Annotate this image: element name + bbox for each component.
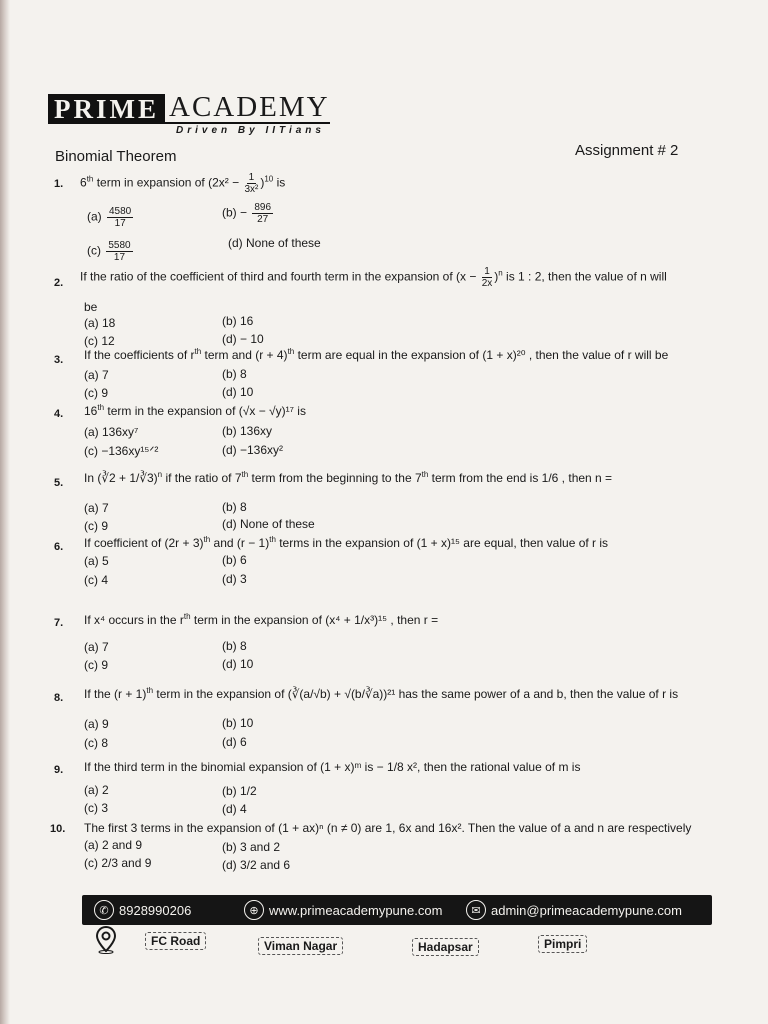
question-2-continuation: be (84, 300, 98, 314)
logo-academy-text: ACADEMY (165, 92, 330, 124)
option-c: (c) $\frac{5580}{17}$ (87, 240, 131, 263)
website-url: www.primeacademypune.com (269, 902, 443, 918)
question-number: 6. (54, 541, 64, 553)
option-a: (a) 9 (84, 717, 109, 731)
question-4-text: 16th term in the expansion of (√x − √y)¹⁷ is (84, 403, 306, 418)
location-fc-road: FC Road (145, 932, 206, 950)
location-pin-icon (96, 926, 116, 954)
option-d: (d) 6 (222, 735, 247, 749)
option-c: (c) 8 (84, 736, 108, 750)
prime-academy-logo (48, 91, 330, 136)
option-d: (d) 4 (222, 802, 247, 816)
option-b: (b) 8 (222, 500, 247, 514)
question-number: 9. (54, 764, 64, 776)
option-d: (d) 10 (222, 385, 254, 399)
question-9-text: If the third term in the binomial expansion of (1 + x)ᵐ is − 1/8 x², then the rational value of m is (84, 760, 581, 774)
option-d: (d) None of these (228, 236, 321, 250)
question-7-text: If x⁴ occurs in the $r^{th}$ term in the expansion of (x⁴ + 1/x³)¹⁵ , then r = (84, 612, 439, 627)
option-c: (c) 2/3 and 9 (84, 856, 152, 870)
subject-title: Binomial Theorem (55, 148, 177, 165)
option-d: (d) −136xy² (222, 443, 284, 457)
option-b: (b) 3 and 2 (222, 840, 281, 854)
question-number: 10. (50, 823, 66, 835)
question-number: 5. (54, 477, 64, 489)
option-c: (c) 9 (84, 519, 108, 533)
option-d: (d) 3/2 and 6 (222, 858, 291, 872)
email-icon: ✉ (466, 900, 486, 920)
logo-tagline: Driven By IITians (176, 125, 325, 136)
location-pimpri: Pimpri (538, 935, 587, 953)
phone-contact[interactable] (94, 895, 191, 925)
location-viman-nagar: Viman Nagar (258, 937, 343, 955)
option-a: (a) 18 (84, 316, 116, 330)
option-c: (c) 3 (84, 801, 108, 815)
option-c: (c) 4 (84, 573, 108, 587)
option-c: (c) 9 (84, 658, 108, 672)
website-link[interactable] (244, 895, 442, 925)
option-b: (b) 16 (222, 314, 254, 328)
option-a: (a) 7 (84, 501, 109, 515)
question-number: 4. (54, 408, 64, 420)
question-6-text: If coefficient of $(2r + 3)^{th}$ and $(r - 1)^{th}$ terms in the expansion of (1 + x)¹⁵ are equal, then value of r is (84, 535, 609, 550)
question-number: 1. (54, 178, 64, 190)
assignment-number: Assignment # 2 (575, 142, 679, 159)
option-d: (d) 10 (222, 657, 254, 671)
option-c: (c) 9 (84, 386, 108, 400)
option-b: (b) 1/2 (222, 784, 257, 798)
option-a: (a) 5 (84, 554, 109, 568)
option-b: (b) 6 (222, 553, 247, 567)
option-a: (a) 7 (84, 368, 109, 382)
email-address: admin@primeacademypune.com (491, 902, 682, 918)
option-d: (d) 3 (222, 572, 247, 586)
question-5-text: In (∛2 + 1/∛3)$^n$ if the ratio of 7th term from the beginning to the 7th term from the end is 1/6 , then n = (84, 470, 613, 485)
option-b: (b) 8 (222, 639, 247, 653)
question-number: 3. (54, 354, 64, 366)
globe-icon: ⊕ (244, 900, 264, 920)
option-a: (a) 136xy⁷ (84, 425, 139, 439)
page-edge-shadow (0, 0, 10, 1024)
option-b: (b) 136xy (222, 424, 273, 438)
email-link[interactable] (466, 895, 682, 925)
question-number: 2. (54, 277, 64, 289)
contact-footer-bar (82, 895, 712, 925)
question-8-text: If the $(r + 1)^{th}$ term in the expansion of (∛(a/√b) + √(b/∛a))²¹ has the same power of a and b, then the value of r is (84, 686, 679, 701)
option-a: (a) $\frac{4580}{17}$ (87, 206, 132, 229)
phone-number: 8928990206 (119, 902, 192, 918)
option-c: (c) −136xy¹⁵ᐟ² (84, 444, 159, 458)
question-10-text: The first 3 terms in the expansion of (1 + ax)ⁿ (n ≠ 0) are 1, 6x and 16x². Then the value of a and n are respectively (84, 821, 692, 835)
option-b: (b) 10 (222, 716, 254, 730)
question-3-text: If the coefficients of $r^{th}$ term and $(r + 4)^{th}$ term are equal in the expansion of (1 + x)²⁰ , then the value of r will be (84, 347, 669, 362)
question-number: 8. (54, 692, 64, 704)
question-2-text: If the ratio of the coefficient of third and fourth term in the expansion of (x − $\frac{1}{2x}$ )$^n$ is 1 : 2, then the value of n will (80, 266, 667, 289)
option-a: (a) 7 (84, 640, 109, 654)
question-number: 7. (54, 617, 64, 629)
option-b: (b) − $\frac{896}{27}$ (222, 202, 272, 225)
question-1-text: 6th term in expansion of (2x² − $\frac{1}{\text{3x²}}$ )$^{10}$ is (80, 172, 286, 195)
option-c: (c) 12 (84, 334, 115, 348)
phone-icon: ✆ (94, 900, 114, 920)
option-d: (d) None of these (222, 517, 315, 531)
option-a: (a) 2 and 9 (84, 838, 143, 852)
location-hadapsar: Hadapsar (412, 938, 479, 956)
option-a: (a) 2 (84, 783, 109, 797)
logo-prime-text: PRIME (48, 94, 165, 124)
option-b: (b) 8 (222, 367, 247, 381)
option-d: (d) − 10 (222, 332, 264, 346)
